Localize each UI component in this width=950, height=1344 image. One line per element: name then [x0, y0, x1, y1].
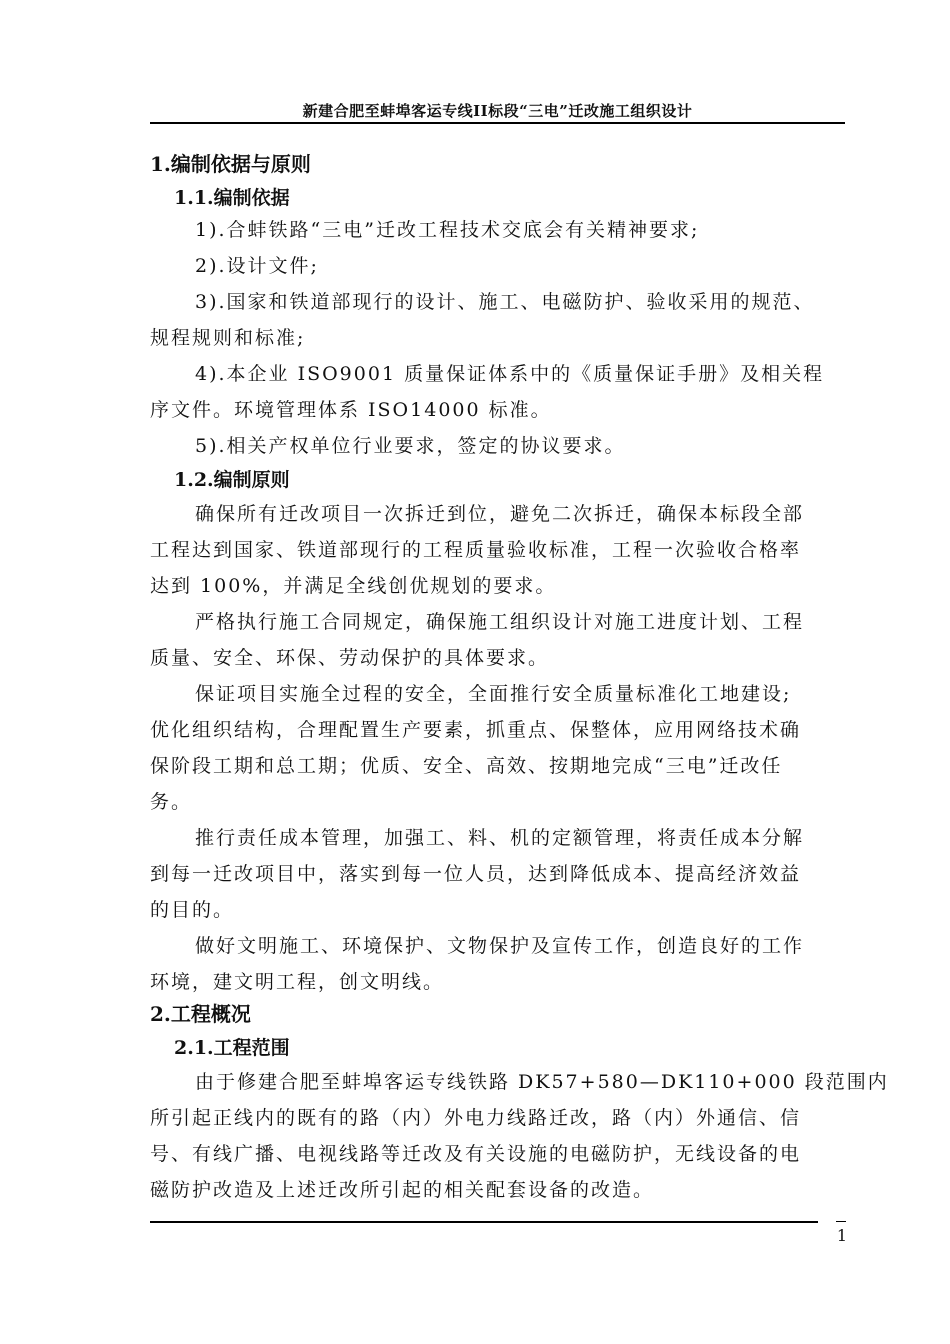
basis-list	[150, 212, 845, 464]
principle-3-line-2: 优化组织结构，合理配置生产要素，抓重点、保整体，应用网络技术确	[150, 719, 802, 741]
principle-3-line-1: 保证项目实施全过程的安全，全面推行安全质量标准化工地建设;	[195, 683, 792, 705]
principle-1-line-3: 达到 100%，并满足全线创优规划的要求。	[150, 575, 557, 597]
principle-2-line-2: 质量、安全、环保、劳动保护的具体要求。	[150, 647, 550, 669]
scope-line-3: 号、有线广播、电视线路等迁改及有关设施的电磁防护，无线设备的电	[150, 1143, 802, 1165]
basis-item-1: 1).合蚌铁路“三电”迁改工程技术交底会有关精神要求;	[195, 219, 700, 241]
principle-4-line-3: 的目的。	[150, 899, 235, 921]
principle-1-line-1: 确保所有迁改项目一次拆迁到位，避免二次拆迁，确保本标段全部	[195, 503, 805, 525]
page-number: 1	[836, 1226, 848, 1245]
principle-3-line-3: 保阶段工期和总工期；优质、安全、高效、按期地完成“三电”迁改任	[150, 755, 783, 777]
scope-line-1: 由于修建合肥至蚌埠客运专线铁路 DK57+580—DK110+000 段范围内	[195, 1071, 889, 1093]
footer-dash	[836, 1221, 846, 1222]
principle-5-line-1: 做好文明施工、环境保护、文物保护及宣传工作，创造良好的工作	[195, 935, 805, 957]
principle-2-line-1: 严格执行施工合同规定，确保施工组织设计对施工进度计划、工程	[195, 611, 805, 633]
principle-3-line-4: 务。	[150, 791, 193, 813]
principle-4-line-2: 到每一迁改项目中，落实到每一位人员，达到降低成本、提高经济效益	[150, 863, 802, 885]
scope-line-2: 所引起正线内的既有的路（内）外电力线路迁改，路（内）外通信、信	[150, 1107, 802, 1129]
section-1-heading: 1.编制依据与原则	[150, 152, 311, 176]
scope-line-4: 磁防护改造及上述迁改所引起的相关配套设备的改造。	[150, 1179, 655, 1201]
basis-item-4-cont: 序文件。环境管理体系 ISO14000 标准。	[150, 399, 552, 421]
basis-item-5: 5).相关产权单位行业要求，签定的协议要求。	[195, 435, 626, 457]
header-rule	[150, 122, 845, 124]
basis-item-3-cont: 规程规则和标准;	[150, 327, 306, 349]
section-2-1-heading: 2.1.工程范围	[174, 1037, 290, 1059]
basis-item-3: 3).国家和铁道部现行的设计、施工、电磁防护、验收采用的规范、	[195, 291, 815, 313]
section-1-2-heading: 1.2.编制原则	[174, 469, 290, 491]
scope-body	[150, 1064, 889, 1208]
section-2-heading: 2.工程概况	[150, 1002, 251, 1026]
principle-4-line-1: 推行责任成本管理，加强工、料、机的定额管理，将责任成本分解	[195, 827, 805, 849]
document-title: 新建合肥至蚌埠客运专线II标段“三电”迁改施工组织设计	[302, 102, 693, 120]
principles-body	[150, 496, 845, 1000]
section-1-1-heading: 1.1.编制依据	[174, 187, 290, 209]
principle-5-line-2: 环境，建文明工程，创文明线。	[150, 971, 445, 993]
principle-1-line-2: 工程达到国家、铁道部现行的工程质量验收标准，工程一次验收合格率	[150, 539, 802, 561]
basis-item-2: 2).设计文件;	[195, 255, 319, 277]
footer-rule	[150, 1221, 818, 1223]
basis-item-4: 4).本企业 ISO9001 质量保证体系中的《质量保证手册》及相关程	[195, 363, 825, 385]
